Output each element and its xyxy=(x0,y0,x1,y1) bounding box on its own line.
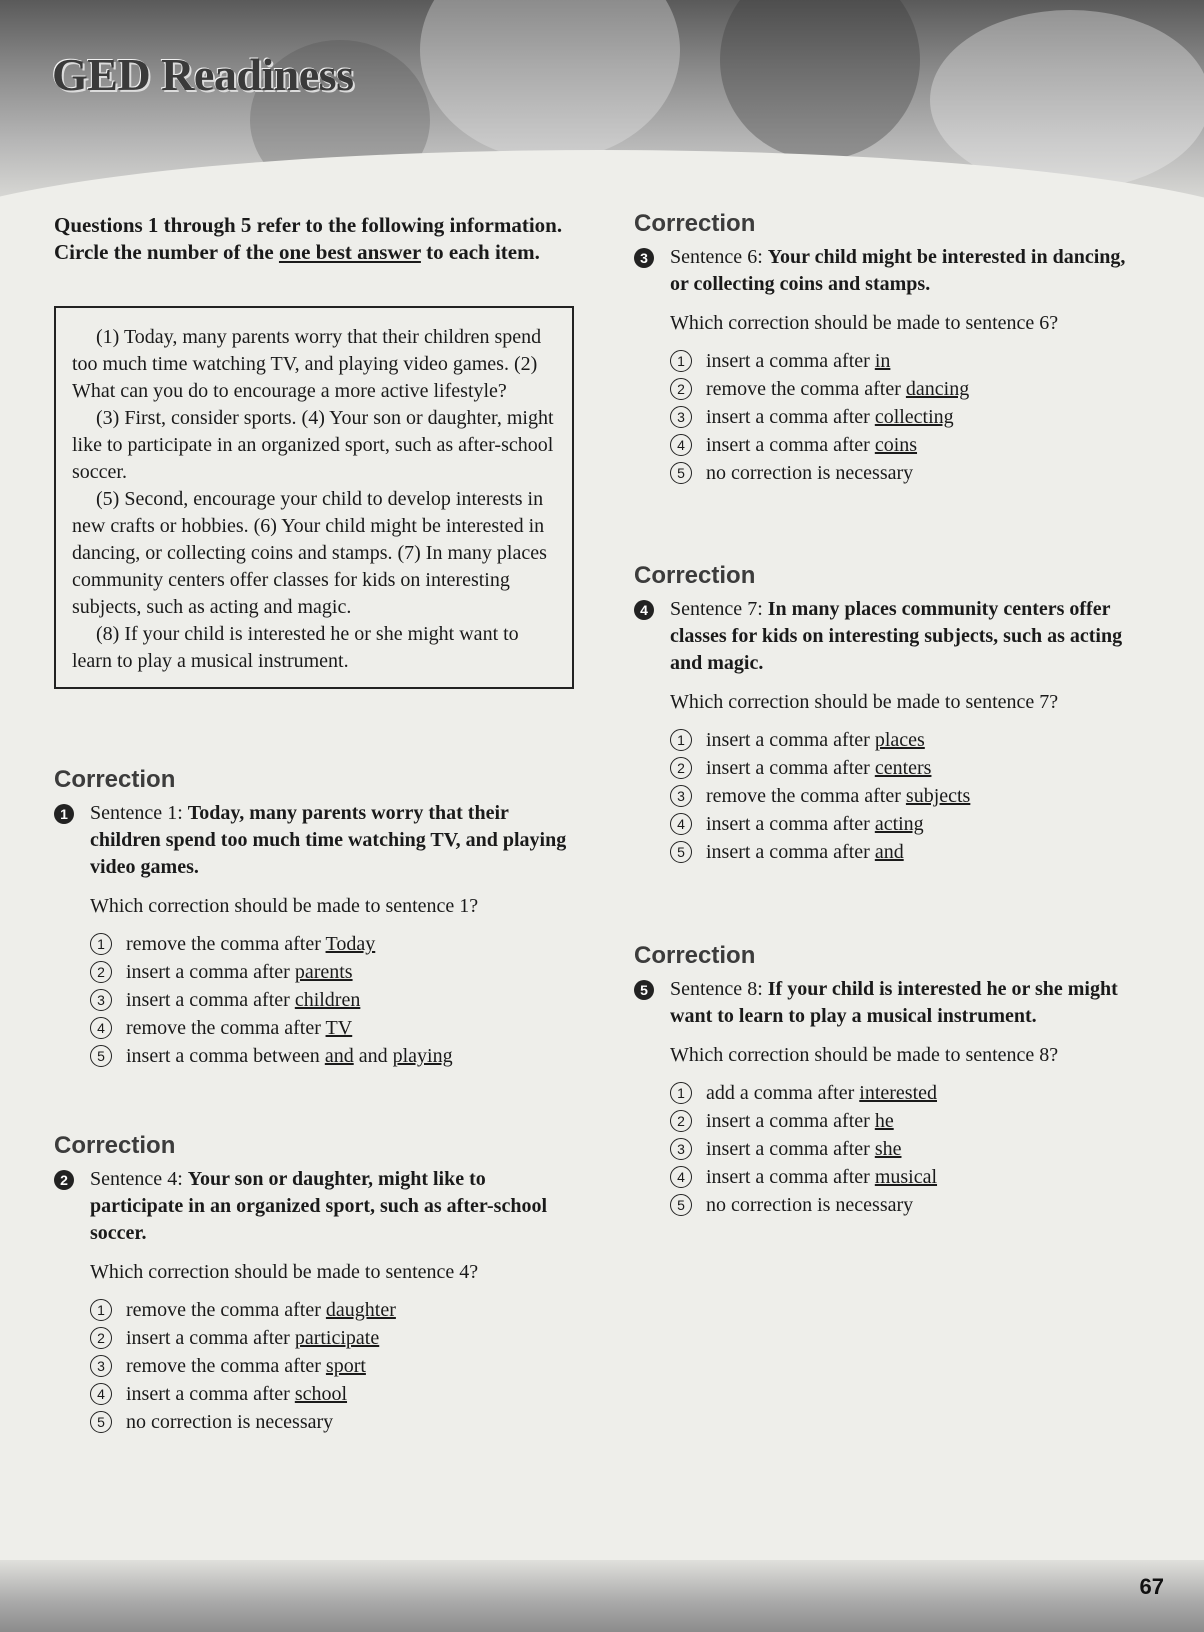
answer-option[interactable]: 5 insert a comma between and and playing xyxy=(90,1042,574,1070)
passage-paragraph: (8) If your child is interested he or she might want to learn to play a musical instrument. xyxy=(72,623,519,672)
answer-option[interactable]: 2 remove the comma after dancing xyxy=(670,375,1146,403)
option-number-circle[interactable]: 5 xyxy=(670,462,692,484)
answer-option[interactable]: 4 insert a comma after musical xyxy=(670,1163,1146,1191)
option-number-circle[interactable]: 2 xyxy=(670,378,692,400)
banner-photo-highlight-right xyxy=(930,10,1204,190)
option-number-circle[interactable]: 3 xyxy=(670,785,692,807)
answer-option[interactable]: 5 no correction is necessary xyxy=(90,1408,574,1436)
correction-heading: Correction xyxy=(634,942,756,969)
correction-heading: Correction xyxy=(54,766,176,793)
passage-paragraph: (3) First, consider sports. (4) Your son or daughter, might like to participate in an organized sport, such as after-school soccer. xyxy=(72,407,554,483)
option-number-circle[interactable]: 5 xyxy=(670,1194,692,1216)
answer-options xyxy=(634,1079,1146,1219)
answer-option[interactable]: 4 insert a comma after coins xyxy=(670,431,1146,459)
option-number-circle[interactable]: 5 xyxy=(90,1411,112,1433)
question-5 xyxy=(634,942,1146,1219)
question-prompt: Which correction should be made to sentence 6? xyxy=(670,312,1059,334)
question-stem: 3 Sentence 6: Your child might be interested in dancing, or collecting coins and stamps. xyxy=(634,244,1146,298)
footer-band xyxy=(0,1560,1204,1632)
answer-option[interactable]: 2 insert a comma after centers xyxy=(670,754,1146,782)
question-prompt: Which correction should be made to sentence 4? xyxy=(90,1261,479,1283)
option-number-circle[interactable]: 2 xyxy=(670,1110,692,1132)
answer-option[interactable]: 2 insert a comma after participate xyxy=(90,1324,574,1352)
question-prompt: Which correction should be made to sentence 8? xyxy=(670,1044,1059,1066)
option-number-circle[interactable]: 3 xyxy=(670,406,692,428)
question-number-badge: 1 xyxy=(54,804,74,824)
page-title: GED Readiness xyxy=(52,49,354,100)
banner-photo-shadow xyxy=(720,0,920,160)
option-number-circle[interactable]: 5 xyxy=(90,1045,112,1067)
option-number-circle[interactable]: 4 xyxy=(90,1383,112,1405)
answer-options xyxy=(54,930,574,1070)
answer-option[interactable]: 1 remove the comma after daughter xyxy=(90,1296,574,1324)
option-number-circle[interactable]: 1 xyxy=(90,933,112,955)
question-3 xyxy=(634,210,1146,487)
option-number-circle[interactable]: 3 xyxy=(90,1355,112,1377)
answer-options xyxy=(634,347,1146,487)
answer-option[interactable]: 2 insert a comma after parents xyxy=(90,958,574,986)
page-number: 67 xyxy=(1139,1574,1164,1599)
option-number-circle[interactable]: 4 xyxy=(670,813,692,835)
question-number-badge: 4 xyxy=(634,600,654,620)
answer-option[interactable]: 3 remove the comma after sport xyxy=(90,1352,574,1380)
option-number-circle[interactable]: 2 xyxy=(670,757,692,779)
answer-option[interactable]: 4 insert a comma after school xyxy=(90,1380,574,1408)
correction-heading: Correction xyxy=(634,210,756,237)
question-4 xyxy=(634,562,1146,866)
question-stem: 4 Sentence 7: In many places community centers offer classes for kids on interesting subjects, such as acting and magic. xyxy=(634,596,1146,677)
question-prompt: Which correction should be made to sentence 1? xyxy=(90,895,479,917)
answer-option[interactable]: 3 insert a comma after children xyxy=(90,986,574,1014)
option-number-circle[interactable]: 4 xyxy=(670,434,692,456)
passage-paragraph: (5) Second, encourage your child to develop interests in new crafts or hobbies. (6) Your child might be interested in dancing, or collecting coins and stamps. (7) In many places community centers offer classes for kids on interesting subjects, such as acting and magic. xyxy=(72,488,547,618)
left-column xyxy=(54,212,574,1433)
option-number-circle[interactable]: 1 xyxy=(670,350,692,372)
answer-option[interactable]: 1 add a comma after interested xyxy=(670,1079,1146,1107)
reading-passage xyxy=(54,306,574,689)
answer-options xyxy=(54,1296,574,1436)
question-stem: 2 Sentence 4: Your son or daughter, might like to participate in an organized sport, such as after-school soccer. xyxy=(54,1166,574,1247)
question-number-badge: 3 xyxy=(634,248,654,268)
option-number-circle[interactable]: 1 xyxy=(670,729,692,751)
answer-options xyxy=(634,726,1146,866)
option-number-circle[interactable]: 3 xyxy=(90,989,112,1011)
answer-option[interactable]: 1 remove the comma after Today xyxy=(90,930,574,958)
answer-option[interactable]: 2 insert a comma after he xyxy=(670,1107,1146,1135)
question-1 xyxy=(54,766,574,1070)
answer-option[interactable]: 3 remove the comma after subjects xyxy=(670,782,1146,810)
option-number-circle[interactable]: 4 xyxy=(670,1166,692,1188)
instructions: Questions 1 through 5 refer to the following information. Circle the number of the one best answer to each item. xyxy=(54,213,563,264)
answer-option[interactable]: 1 insert a comma after places xyxy=(670,726,1146,754)
option-number-circle[interactable]: 3 xyxy=(670,1138,692,1160)
banner-photo-highlight xyxy=(420,0,680,160)
answer-option[interactable]: 3 insert a comma after she xyxy=(670,1135,1146,1163)
option-number-circle[interactable]: 2 xyxy=(90,1327,112,1349)
answer-option[interactable]: 4 insert a comma after acting xyxy=(670,810,1146,838)
passage-paragraph: (1) Today, many parents worry that their children spend too much time watching TV, and playing video games. (2) What can you do to encourage a more active lifestyle? xyxy=(72,326,542,402)
option-number-circle[interactable]: 1 xyxy=(90,1299,112,1321)
option-number-circle[interactable]: 1 xyxy=(670,1082,692,1104)
question-stem: 1 Sentence 1: Today, many parents worry that their children spend too much time watching TV, and playing video games. xyxy=(54,800,574,881)
question-2 xyxy=(54,1132,574,1436)
option-number-circle[interactable]: 5 xyxy=(670,841,692,863)
option-number-circle[interactable]: 2 xyxy=(90,961,112,983)
answer-option[interactable]: 4 remove the comma after TV xyxy=(90,1014,574,1042)
answer-option[interactable]: 5 no correction is necessary xyxy=(670,1191,1146,1219)
question-number-badge: 2 xyxy=(54,1170,74,1190)
answer-option[interactable]: 5 insert a comma after and xyxy=(670,838,1146,866)
correction-heading: Correction xyxy=(634,562,756,589)
question-number-badge: 5 xyxy=(634,980,654,1000)
question-prompt: Which correction should be made to sentence 7? xyxy=(670,691,1059,713)
question-stem: 5 Sentence 8: If your child is interested he or she might want to learn to play a musical instrument. xyxy=(634,976,1146,1030)
answer-option[interactable]: 3 insert a comma after collecting xyxy=(670,403,1146,431)
instructions-emphasis: one best answer xyxy=(278,240,421,264)
answer-option[interactable]: 1 insert a comma after in xyxy=(670,347,1146,375)
option-number-circle[interactable]: 4 xyxy=(90,1017,112,1039)
correction-heading: Correction xyxy=(54,1132,176,1159)
answer-option[interactable]: 5 no correction is necessary xyxy=(670,459,1146,487)
